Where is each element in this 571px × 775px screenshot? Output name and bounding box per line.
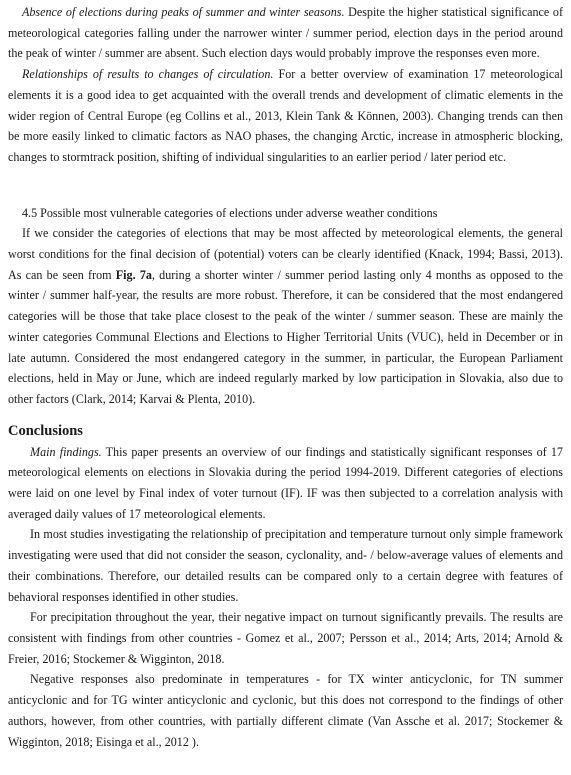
paragraph-lead-italic: Main findings. xyxy=(30,444,102,459)
paragraph-body: If we consider the categories of elections that may be most affected by meteorological elements, the general worst conditions for the final decision of (potential) voters can be clearly identified (Knack, 1994; Bassi, 2013). As can be seen from xyxy=(8,226,563,282)
paragraph-circulation xyxy=(8,64,563,168)
paragraph-precipitation: For precipitation throughout the year, their negative impact on turnout significantly prevails. The results are consistent with findings from other countries - Gomez et al., 2007; Persson et al., 2014; Arts, 2014; Arnold & Freier, 2016; Stockemer & Wigginton, 2018. xyxy=(8,610,563,666)
paragraph-body: This paper presents an overview of our findings and statistically significant responses of 17 meteorological elements on elections in Slovakia during the period 1994-2019. Different categories of elections were laid on one level by Final index of voter turnout (IF). IF was then subjected to a correlation analysis with averaged daily values of 17 meteorological elements. xyxy=(8,444,563,521)
paragraph-body: Despite the higher statistical significance of meteorological categories falling under the narrower winter / summer period, election days in the period around the peak of winter / summer are absent. Such election days would probably improve the responses even more. xyxy=(8,5,563,61)
section-4-5-title: 4.5 Possible most vulnerable categories of elections under adverse weather conditions xyxy=(22,205,438,220)
paragraph-election-absence xyxy=(8,2,563,64)
paragraph-main-findings xyxy=(8,442,563,525)
vertical-spacer xyxy=(8,168,563,203)
paragraph-lead-italic: Absence of elections during peaks of summer and winter seasons. xyxy=(22,5,345,19)
paragraph-body: For a better overview of examination 17 meteorological elements it is a good idea to get acquainted with the overall trends and development of climatic elements in the wider region of Central Europe (eg Collins et al., 2013, Klein Tank & Können, 2003). Changing trends can then be more easily linked to climatic factors as NAO phases, the changing Arctic, increase in atmospheric blocking, changes to stormtrack position, shifting of individual singularities to an earlier period / later period etc. xyxy=(8,67,563,164)
paragraph-previous-studies: In most studies investigating the relationship of precipitation and temperature turnout only simple framework investigating were used that did not consider the season, cyclonality, and- / below-average values of elements and their combinations. Therefore, our detailed results can be compared only to a certain degree with features of behavioral responses identified in other studies. xyxy=(8,527,563,604)
paragraph-temperatures: Negative responses also predominate in temperatures - for TX winter anticyclonic, for TN summer anticyclonic and for TG winter anticyclonic and cyclonic, but this does not correspond to the findings of other authors, however, from other countries, with partially different climate (Van Assche et al. 2017; Stockemer & Wigginton, 2018; Eisinga et al., 2012 ). xyxy=(8,672,563,749)
paragraph-lead-italic: Relationships of results to changes of circulation. xyxy=(22,67,274,82)
figure-reference: Fig. 7a xyxy=(115,267,152,282)
conclusions-heading: Conclusions xyxy=(8,422,83,439)
vertical-spacer xyxy=(8,410,563,420)
document-page xyxy=(8,2,563,752)
paragraph-body-continued: , during a shorter winter / summer period lasting only 4 months as opposed to the winter / summer half-year, the results are more robust. Therefore, it can be considered that the most endangered categories will be those that take place closest to the peak of the winter / summer season. These are mainly the winter categories Communal Elections and Elections to Higher Territorial Units (VUC), held in December or in late autumn. Considered the most endangered category in the summer, in particular, the European Parliament elections, held in May or June, which are indeed regularly marked by low participation in Slovakia, also due to other factors (Clark, 2014; Karvai & Plenta, 2010). xyxy=(8,267,563,406)
paragraph-vulnerable-categories xyxy=(8,223,563,409)
